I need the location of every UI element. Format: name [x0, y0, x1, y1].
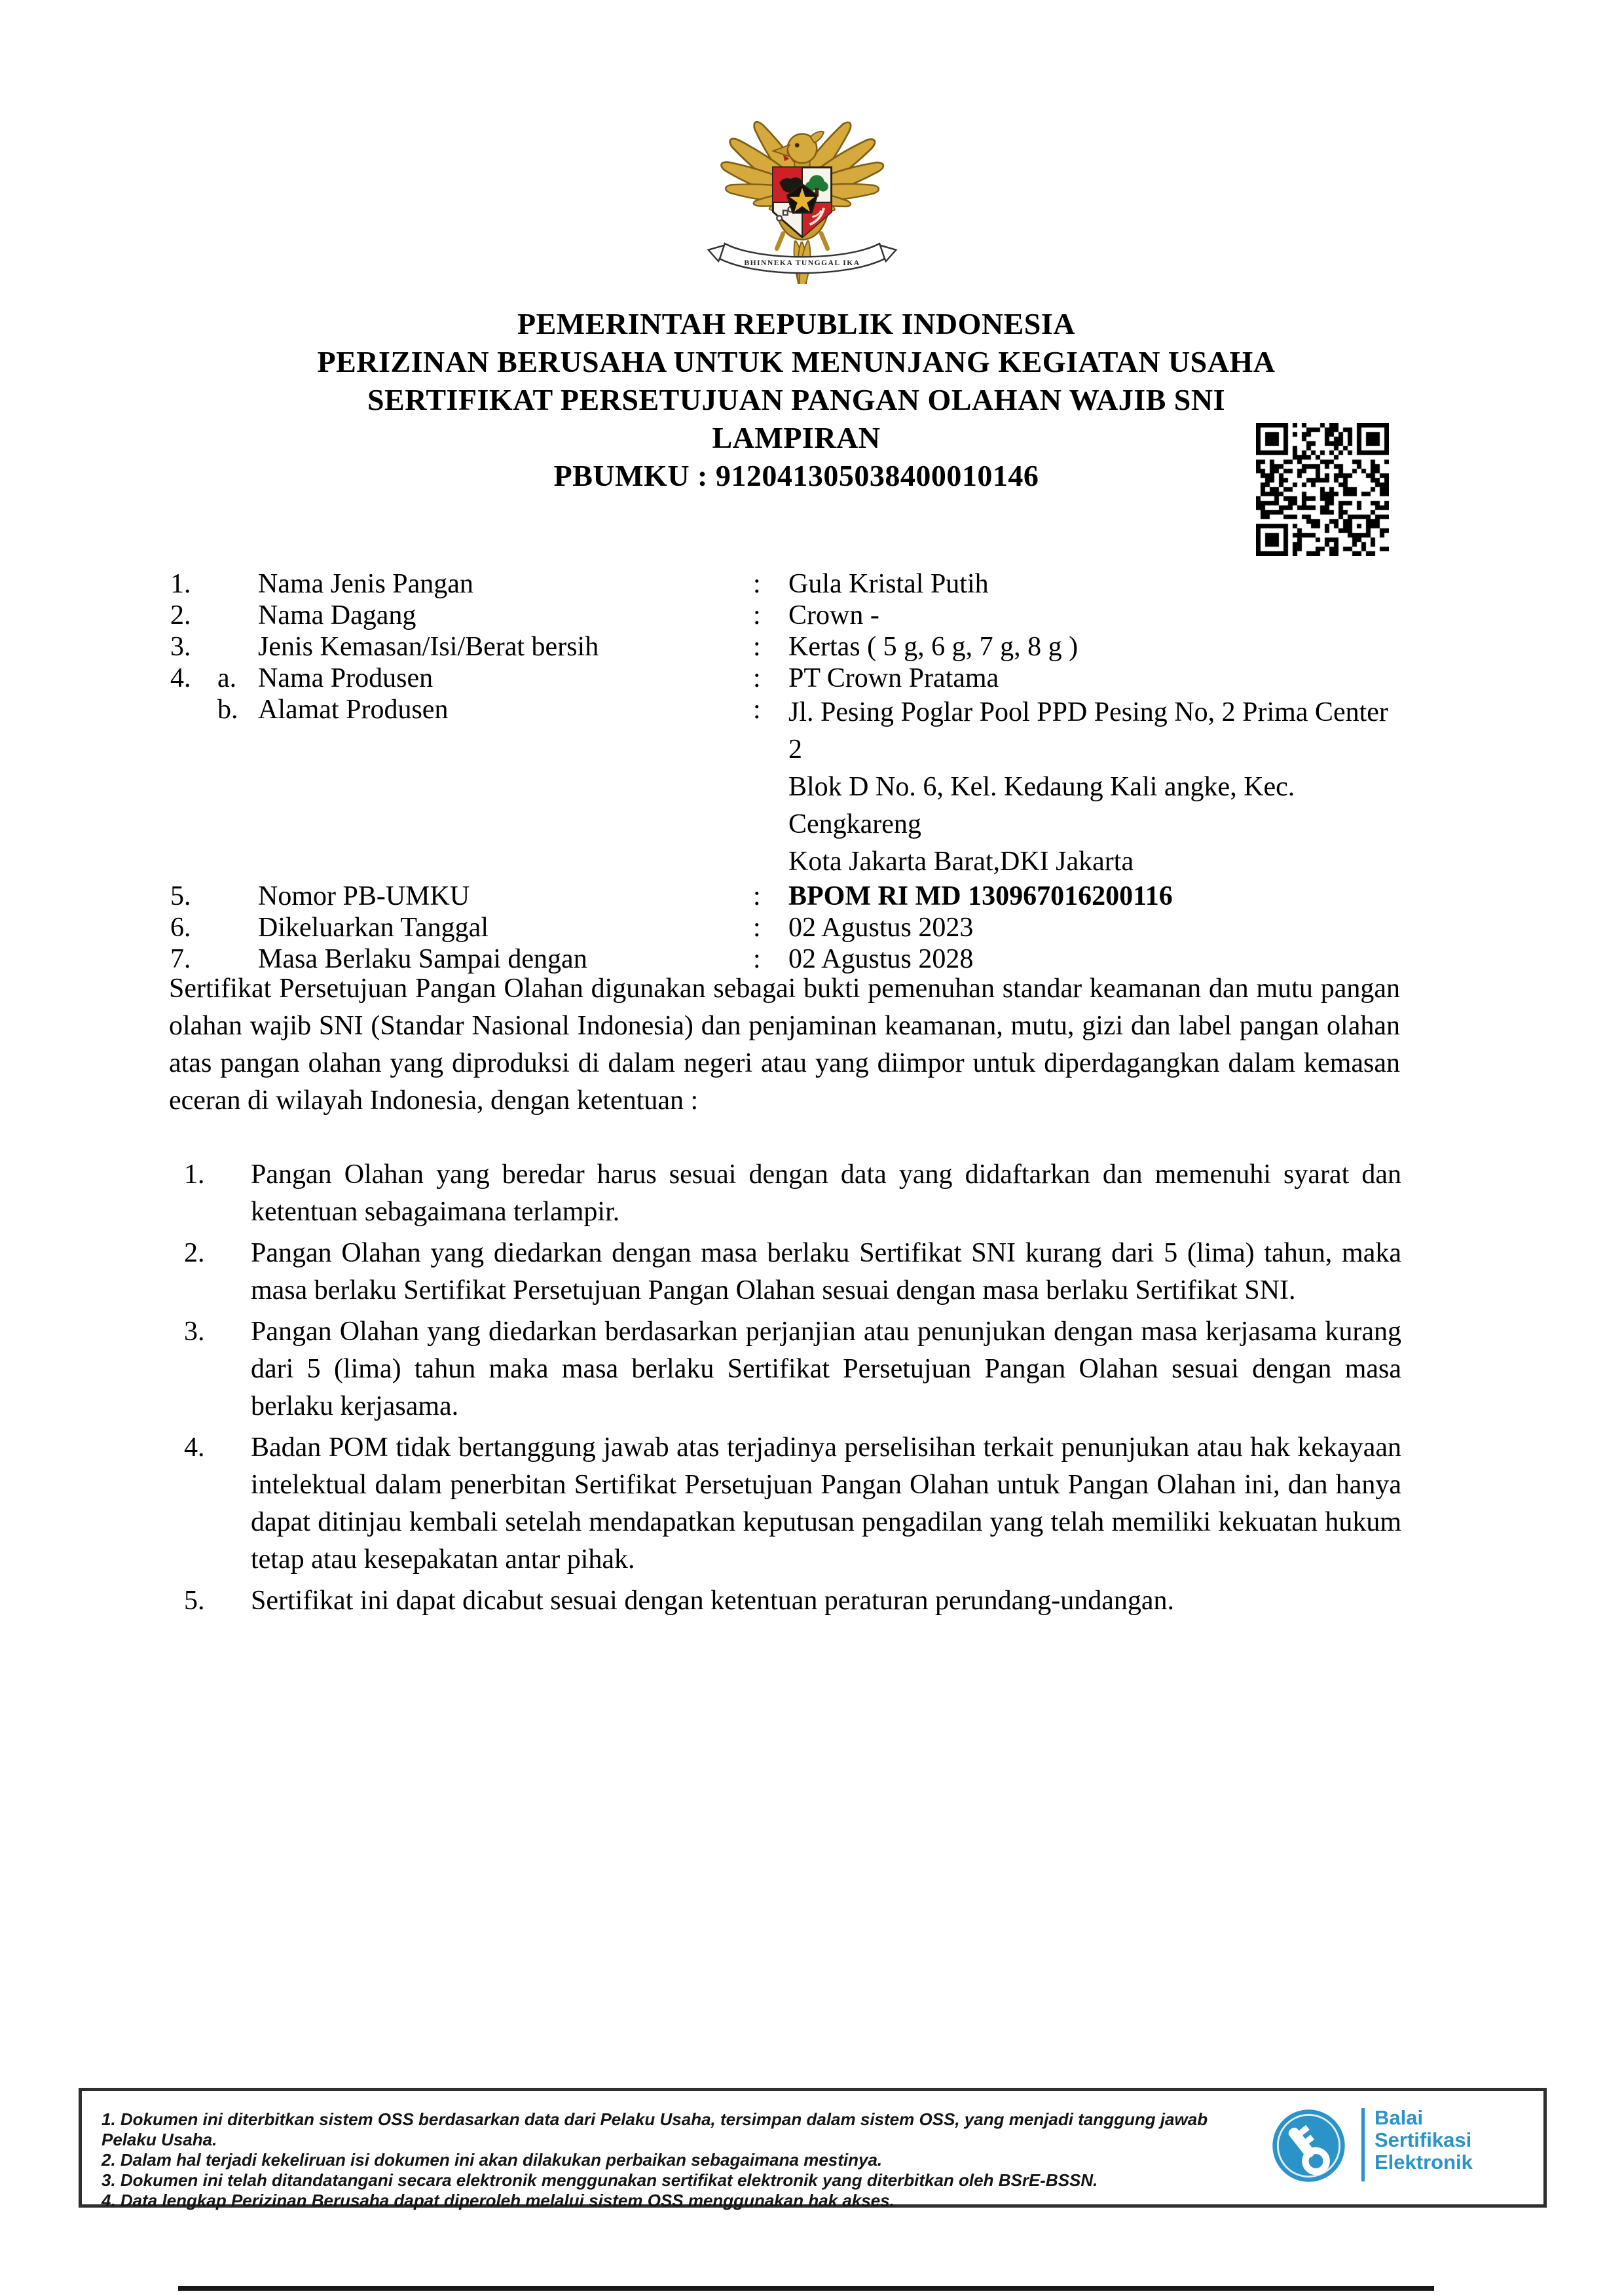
list-item [184, 1235, 1401, 1309]
row-value: 02 Agustus 2028 [788, 944, 974, 974]
header-line-certificate-title: SERTIFIKAT PERSETUJUAN PANGAN OLAHAN WAJIB SNI [367, 383, 1226, 416]
balai-sertifikasi-elektronik-logo [1250, 2105, 1525, 2191]
row-number: 2. [170, 600, 191, 630]
row-label: Nama Dagang [258, 600, 416, 630]
condition-number: 4. [184, 1432, 205, 1463]
table-row [170, 568, 1405, 600]
address-line: Cengkareng [788, 809, 921, 839]
footer-note: 4. Data lengkap Perizinan Berusaha dapat diperoleh melalui sistem OSS menggunakan hak akses. [101, 2191, 895, 2210]
row-value: PT Crown Pratama [788, 663, 999, 693]
row-sub-letter: b. [217, 695, 238, 725]
row-value-address [788, 694, 1405, 881]
intro-paragraph: Sertifikat Persetujuan Pangan Olahan digunakan sebagai bukti pemenuhan standar keamanan dan mutu pangan olahan wajib SNI (Standar Nasional Indonesia) dan penjaminan keamanan, mutu, gizi dan label pangan olahan atas pangan olahan yang diproduksi di dalam negeri atau yang diimpor untuk diperdagangkan dalam kemasan eceran di wilayah Indonesia, dengan ketentuan : [169, 974, 1400, 1116]
list-item [184, 1313, 1401, 1425]
condition-number: 2. [184, 1238, 205, 1268]
row-value: 02 Agustus 2023 [788, 913, 974, 943]
row-label: Masa Berlaku Sampai dengan [258, 944, 587, 974]
footer-note: 2. Dalam hal terjadi kekeliruan isi dokumen ini akan dilakukan perbaikan sebagaimana mestinya. [101, 2150, 883, 2170]
table-row [170, 912, 1405, 943]
key-icon [1271, 2108, 1346, 2183]
list-item [184, 1156, 1401, 1231]
row-number: 6. [170, 913, 191, 943]
condition-number: 1. [184, 1159, 205, 1190]
row-number: 3. [170, 632, 191, 662]
list-item [184, 1429, 1401, 1578]
condition-text: Pangan Olahan yang beredar harus sesuai dengan data yang didaftarkan dan memenuhi syarat dan ketentuan sebagaimana terlampir. [251, 1159, 1401, 1227]
row-label: Dikeluarkan Tanggal [258, 913, 489, 943]
header-pbumku-number: PBUMKU : 912041305038400010146 [553, 459, 1039, 492]
table-row [170, 694, 1405, 881]
footer-notes [101, 2109, 1254, 2211]
row-separator: : [753, 600, 761, 630]
bottom-divider-line [178, 2286, 1434, 2291]
address-line: Blok D No. 6, Kel. Kedaung Kali angke, Kec. [788, 772, 1295, 802]
table-row [170, 881, 1405, 912]
condition-text: Pangan Olahan yang diedarkan dengan masa berlaku Sertifikat SNI kurang dari 5 (lima) tahun, maka masa berlaku Sertifikat Persetujuan Pangan Olahan sesuai dengan masa berlaku Sertifikat SNI. [251, 1238, 1401, 1305]
row-separator: : [753, 663, 761, 693]
garuda-pancasila-emblem [688, 81, 917, 284]
header-line-licensing: PERIZINAN BERUSAHA UNTUK MENUNJANG KEGIATAN USAHA [317, 345, 1276, 378]
logo-text: Balai Sertifikasi Elektronik [1375, 2106, 1473, 2174]
row-number: 4. [170, 663, 191, 693]
qr-code [1256, 423, 1389, 556]
row-label: Nama Produsen [258, 663, 434, 693]
logo-divider [1361, 2108, 1365, 2181]
condition-text: Pangan Olahan yang diedarkan berdasarkan perjanjian atau penunjukan dengan masa kerjasama kurang dari 5 (lima) tahun maka masa berlaku Sertifikat Persetujuan Pangan Olahan sesuai dengan masa berlaku kerjasama. [251, 1317, 1401, 1421]
row-number: 7. [170, 944, 191, 974]
row-label: Nomor PB-UMKU [258, 881, 470, 911]
row-value-bpom-number: BPOM RI MD 130967016200116 [788, 881, 1173, 911]
condition-number: 3. [184, 1317, 205, 1347]
header-line-attachment: LAMPIRAN [712, 421, 881, 454]
details-table [170, 568, 1405, 975]
header-line-government: PEMERINTAH REPUBLIK INDONESIA [517, 307, 1075, 340]
row-label: Nama Jenis Pangan [258, 569, 473, 599]
row-separator: : [753, 695, 761, 725]
conditions-list [184, 1156, 1401, 1624]
footer-disclaimer-box [79, 2088, 1547, 2208]
row-sub-letter: a. [217, 663, 237, 693]
row-value: Crown - [788, 600, 879, 630]
row-label: Alamat Produsen [258, 695, 449, 725]
table-row [170, 631, 1405, 663]
row-number: 5. [170, 881, 191, 911]
table-row [170, 663, 1405, 694]
row-separator: : [753, 913, 761, 943]
address-line: Kota Jakarta Barat,DKI Jakarta [788, 847, 1134, 877]
banner-text: BHINNEKA TUNGGAL IKA [744, 258, 860, 267]
footer-note: 3. Dokumen ini telah ditandatangani secara elektronik menggunakan sertifikat elektronik yang diterbitkan oleh BSrE-BSSN. [101, 2170, 1098, 2190]
condition-text: Sertifikat ini dapat dicabut sesuai dengan ketentuan peraturan perundang-undangan. [251, 1586, 1174, 1616]
condition-text: Badan POM tidak bertanggung jawab atas terjadinya perselisihan terkait penunjukan atau hak kekayaan intelektual dalam penerbitan Sertifikat Persetujuan Pangan Olahan untuk Pangan Olahan ini, dan hanya dapat ditinjau kembali setelah mendapatkan keputusan pengadilan yang telah memiliki kekuatan hukum tetap atau kesepakatan antar pihak. [251, 1432, 1401, 1575]
list-item [184, 1582, 1401, 1620]
address-line: Jl. Pesing Poglar Pool PPD Pesing No, 2 Prima Center 2 [788, 697, 1388, 765]
table-row [170, 600, 1405, 631]
footer-note: 1. Dokumen ini diterbitkan sistem OSS berdasarkan data dari Pelaku Usaha, tersimpan dalam sistem OSS, yang menjadi tanggung jawab Pelaku Usaha. [101, 2109, 1208, 2149]
row-value: Kertas ( 5 g, 6 g, 7 g, 8 g ) [788, 632, 1079, 662]
condition-number: 5. [184, 1586, 205, 1616]
row-value: Gula Kristal Putih [788, 569, 989, 599]
row-separator: : [753, 569, 761, 599]
row-separator: : [753, 944, 761, 974]
row-number: 1. [170, 569, 191, 599]
row-separator: : [753, 632, 761, 662]
row-label: Jenis Kemasan/Isi/Berat bersih [258, 632, 599, 662]
row-separator: : [753, 881, 761, 911]
